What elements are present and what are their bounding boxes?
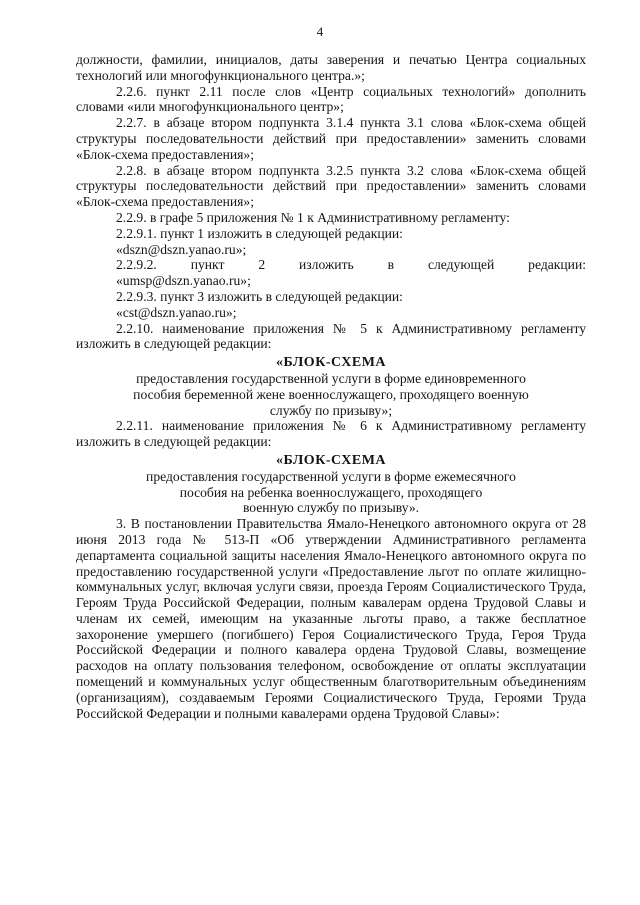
- paragraph-2-2-11: 2.2.11. наименование приложения № 6 к Административному регламенту изложить в следующей редакции:: [76, 418, 586, 450]
- paragraph-2-2-10: 2.2.10. наименование приложения № 5 к Административному регламенту изложить в следующей редакции:: [76, 320, 586, 352]
- paragraph-2-2-9-2: 2.2.9.2. пункт 2 изложить в следующей редакции:: [116, 257, 586, 273]
- paragraph-2-2-8: 2.2.8. в абзаце втором подпункта 3.2.5 пункта 3.2 слова «Блок-схема общей структуры последовательности действий при предоставлении» заменить словами «Блок-схема предоставления»;: [76, 162, 586, 210]
- block-scheme-subtitle-1-line-3: службу по призыву»;: [269, 402, 393, 418]
- paragraph-continuation: должности, фамилии, инициалов, даты заверения и печатью Центра социальных технологий или многофункционального центра.»;: [76, 52, 586, 83]
- block-scheme-heading-2: «БЛОК-СХЕМА: [275, 452, 387, 468]
- page-number: 4: [316, 24, 324, 39]
- email-line-2: «umsp@dszn.yanao.ru»;: [116, 273, 251, 289]
- block-scheme-heading-1: «БЛОК-СХЕМА: [275, 355, 387, 371]
- document-body: [76, 52, 586, 721]
- block-scheme-subtitle-2-line-2: пособия на ребенка военнослужащего, проходящего: [179, 484, 483, 500]
- paragraph-3: 3. В постановлении Правительства Ямало-Ненецкого автономного округа от 28 июня 2013 года № 513-П «Об утверждении Административного регламента департамента социальной защиты населения Ямало-Ненецкого автономного округа по предоставлению государственной услуги «Предоставление льгот по оплате жилищно-коммунальных услуг, включая услуги связи, проезда Героям Социалистического Труда, Героям Труда Российской Федерации, полным кавалерам ордена Трудовой Славы и членам их семей, имеющим на указанные льготы право, а также бесплатное захоронение умершего (погибшего) Героя Социалистического Труда, Героя Труда Российской Федерации и полного кавалера ордена Трудовой Славы, возмещение расходов на оплату пользования телефоном, освобождение от оплаты эксплуатации помещений и коммунальных услуг общественным благотворительным объединениям (организациям), создаваемым Героями Социалистического Труда, Героями Труда Российской Федерации и полными кавалерами ордена Трудовой Славы»:: [76, 516, 586, 721]
- paragraph-2-2-6: 2.2.6. пункт 2.11 после слов «Центр социальных технологий» дополнить словами «или многофункционального центр»;: [76, 83, 586, 115]
- block-scheme-subtitle-2-line-3: военную службу по призыву».: [242, 500, 420, 516]
- paragraph-2-2-9-1: 2.2.9.1. пункт 1 изложить в следующей редакции:: [116, 225, 403, 241]
- email-line-1: «dszn@dszn.yanao.ru»;: [116, 241, 247, 257]
- block-scheme-subtitle-1-line-1: предоставления государственной услуги в форме единовременного: [136, 370, 526, 386]
- email-line-3: «cst@dszn.yanao.ru»;: [116, 304, 237, 320]
- paragraph-2-2-9: 2.2.9. в графе 5 приложения № 1 к Административному регламенту:: [116, 209, 510, 225]
- block-scheme-subtitle-1-line-2: пособия беременной жене военнослужащего, проходящего военную: [133, 386, 529, 402]
- paragraph-2-2-7: 2.2.7. в абзаце втором подпункта 3.1.4 пункта 3.1 слова «Блок-схема общей структуры последовательности действий при предоставлении» заменить словами «Блок-схема предоставления»;: [76, 115, 586, 162]
- paragraph-2-2-9-3: 2.2.9.3. пункт 3 изложить в следующей редакции:: [116, 288, 403, 304]
- block-scheme-subtitle-2-line-1: предоставления государственной услуги в форме ежемесячного: [146, 468, 516, 484]
